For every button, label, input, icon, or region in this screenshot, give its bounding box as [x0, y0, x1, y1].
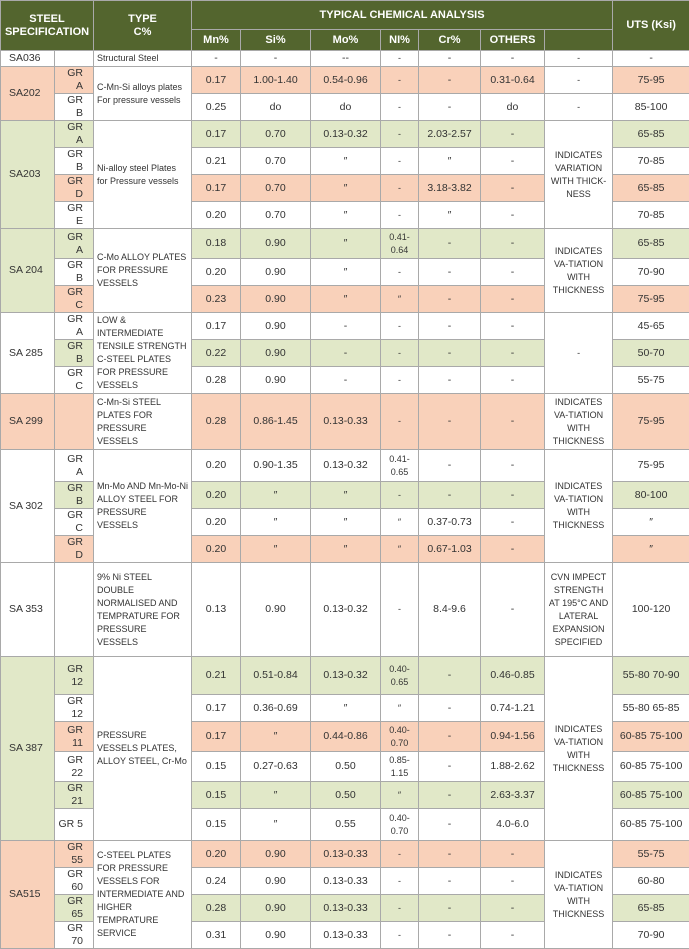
cell-note: - [545, 67, 613, 94]
cell-grade: GR 55 [55, 841, 94, 868]
cell-uts: 60-85 75-100 [613, 809, 689, 841]
cell-si: 1.00-1.40 [241, 67, 311, 94]
cell-cr: - [419, 367, 481, 394]
table-row [1, 657, 689, 695]
cell-si: 0.27-0.63 [241, 752, 311, 782]
cell-mn: 0.20 [192, 841, 241, 868]
cell-cr: ″ [419, 202, 481, 229]
cell-mn: 0.15 [192, 809, 241, 841]
cell-mn: 0.24 [192, 868, 241, 895]
cell-others: - [481, 895, 545, 922]
cell-ni: 0.41-0.65 [381, 450, 419, 482]
header-si: Si% [241, 30, 311, 51]
cell-spec: SA 299 [1, 394, 55, 450]
cell-ni: - [381, 121, 419, 148]
cell-others: - [481, 482, 545, 509]
cell-ni: - [381, 367, 419, 394]
cell-others: - [481, 563, 545, 657]
cell-grade: GR A [55, 67, 94, 94]
cell-ni: - [381, 895, 419, 922]
cell-others: - [481, 51, 545, 67]
cell-si: 0.90 [241, 841, 311, 868]
cell-mo: -- [311, 51, 381, 67]
cell-mo: ″ [311, 286, 381, 313]
cell-spec: SA 302 [1, 450, 55, 563]
table-row [1, 313, 689, 340]
cell-si: 0.70 [241, 148, 311, 175]
cell-grade: GR B [55, 259, 94, 286]
header-mn: Mn% [192, 30, 241, 51]
cell-si: 0.90 [241, 895, 311, 922]
cell-uts: 70-90 [613, 259, 689, 286]
cell-mn: 0.28 [192, 367, 241, 394]
cell-note: CVN IMPECT STRENGTH AT 195°C AND LATERAL EXPANSION SPECIFIED [545, 563, 613, 657]
cell-grade: GR 65 [55, 895, 94, 922]
cell-uts: 70-85 [613, 148, 689, 175]
cell-uts: 55-80 65-85 [613, 695, 689, 722]
cell-mn: 0.25 [192, 94, 241, 121]
cell-mn: 0.17 [192, 67, 241, 94]
cell-mn: 0.22 [192, 340, 241, 367]
cell-uts: ″ [613, 509, 689, 536]
cell-mn: 0.15 [192, 752, 241, 782]
cell-others: - [481, 367, 545, 394]
cell-ni: 0.40-0.70 [381, 809, 419, 841]
cell-mn: 0.20 [192, 536, 241, 563]
cell-mo: 0.13-0.32 [311, 563, 381, 657]
cell-mo: 0.54-0.96 [311, 67, 381, 94]
table-row [1, 450, 689, 482]
cell-mn: 0.21 [192, 148, 241, 175]
cell-others: - [481, 259, 545, 286]
cell-ni: ″ [381, 509, 419, 536]
cell-note: INDICATES VA-TIATION WITH THICKNESS [545, 394, 613, 450]
cell-grade: GR A [55, 121, 94, 148]
cell-si: ″ [241, 482, 311, 509]
cell-mo: 0.44-0.86 [311, 722, 381, 752]
cell-mo: 0.13-0.33 [311, 394, 381, 450]
cell-desc: LOW & INTERMEDIATE TENSILE STRENGTH C-STEEL PLATES FOR PRESSURE VESSELS [94, 313, 192, 394]
cell-mo: 0.13-0.32 [311, 450, 381, 482]
cell-uts: 100-120 [613, 563, 689, 657]
cell-mo: - [311, 340, 381, 367]
cell-others: - [481, 229, 545, 259]
cell-grade [55, 51, 94, 67]
cell-ni: ″ [381, 286, 419, 313]
cell-mn: 0.18 [192, 229, 241, 259]
cell-uts: 85-100 [613, 94, 689, 121]
cell-ni: - [381, 340, 419, 367]
cell-uts: 60-85 75-100 [613, 722, 689, 752]
cell-mn: 0.20 [192, 509, 241, 536]
cell-others: - [481, 450, 545, 482]
cell-spec: SA203 [1, 121, 55, 229]
cell-grade: GR B [55, 340, 94, 367]
header-ni: NI% [381, 30, 419, 51]
cell-cr: - [419, 752, 481, 782]
cell-ni: ″ [381, 782, 419, 809]
cell-si: 0.90 [241, 259, 311, 286]
cell-spec: SA 387 [1, 657, 55, 841]
cell-ni: - [381, 51, 419, 67]
cell-si: ″ [241, 809, 311, 841]
cell-others: 0.46-0.85 [481, 657, 545, 695]
cell-mo: ″ [311, 175, 381, 202]
cell-mn: 0.17 [192, 175, 241, 202]
cell-desc: PRESSURE VESSELS PLATES, ALLOY STEEL, Cr-Mo [94, 657, 192, 841]
cell-si: ″ [241, 722, 311, 752]
cell-cr: 8.4-9.6 [419, 563, 481, 657]
cell-uts: 65-85 [613, 175, 689, 202]
cell-ni: - [381, 94, 419, 121]
cell-ni: 0.40-0.70 [381, 722, 419, 752]
cell-mn: 0.17 [192, 695, 241, 722]
cell-grade: GR E [55, 202, 94, 229]
cell-spec: SA 353 [1, 563, 55, 657]
cell-uts: 45-65 [613, 313, 689, 340]
cell-cr: - [419, 722, 481, 752]
cell-uts: ″ [613, 536, 689, 563]
cell-uts: 65-85 [613, 121, 689, 148]
cell-uts: 75-95 [613, 286, 689, 313]
cell-others: - [481, 202, 545, 229]
cell-uts: 55-75 [613, 841, 689, 868]
cell-cr: - [419, 51, 481, 67]
table-row [1, 229, 689, 259]
cell-ni: - [381, 563, 419, 657]
cell-mo: - [311, 313, 381, 340]
cell-desc: Mn-Mo AND Mn-Mo-Ni ALLOY STEEL FOR PRESSURE VESSELS [94, 450, 192, 563]
cell-grade [55, 394, 94, 450]
cell-si: 0.86-1.45 [241, 394, 311, 450]
cell-mo: 0.13-0.33 [311, 895, 381, 922]
cell-si: 0.70 [241, 121, 311, 148]
cell-mn: - [192, 51, 241, 67]
cell-ni: - [381, 482, 419, 509]
table-row [1, 841, 689, 868]
cell-cr: 2.03-2.57 [419, 121, 481, 148]
cell-ni: ″ [381, 695, 419, 722]
cell-uts: 75-95 [613, 67, 689, 94]
cell-si: 0.90 [241, 286, 311, 313]
cell-cr: - [419, 782, 481, 809]
cell-mn: 0.23 [192, 286, 241, 313]
cell-si: 0.90 [241, 313, 311, 340]
cell-mn: 0.21 [192, 657, 241, 695]
cell-cr: - [419, 286, 481, 313]
cell-desc: C-STEEL PLATES FOR PRESSURE VESSELS FOR INTERMEDIATE AND HIGHER TEMPRATURE SERVICE [94, 841, 192, 949]
cell-mo: 0.13-0.32 [311, 657, 381, 695]
cell-cr: ″ [419, 148, 481, 175]
cell-cr: - [419, 482, 481, 509]
cell-others: - [481, 394, 545, 450]
cell-spec: SA 204 [1, 229, 55, 313]
cell-mo: 0.50 [311, 782, 381, 809]
cell-others: 0.94-1.56 [481, 722, 545, 752]
cell-note: - [545, 313, 613, 394]
cell-mn: 0.20 [192, 259, 241, 286]
cell-spec: SA515 [1, 841, 55, 949]
cell-uts: 65-85 [613, 229, 689, 259]
cell-grade: GR C [55, 367, 94, 394]
cell-ni: - [381, 67, 419, 94]
cell-mo: ″ [311, 509, 381, 536]
cell-note: INDICATES VA-TIATION WITH THICKNESS [545, 229, 613, 313]
cell-others: - [481, 841, 545, 868]
cell-si: 0.90 [241, 367, 311, 394]
cell-si: 0.90-1.35 [241, 450, 311, 482]
cell-si: do [241, 94, 311, 121]
cell-ni: 0.40-0.65 [381, 657, 419, 695]
cell-desc: C-Mn-Si alloys plates For pressure vessels [94, 67, 192, 121]
cell-grade: GR D [55, 536, 94, 563]
cell-mn: 0.20 [192, 482, 241, 509]
cell-others: - [481, 868, 545, 895]
cell-others: do [481, 94, 545, 121]
cell-note: INDICATES VA-TIATION WITH THICKNESS [545, 657, 613, 841]
cell-others: - [481, 175, 545, 202]
cell-mn: 0.28 [192, 895, 241, 922]
header-mo: Mo% [311, 30, 381, 51]
cell-si: 0.70 [241, 202, 311, 229]
cell-si: ″ [241, 509, 311, 536]
cell-note: - [545, 94, 613, 121]
cell-ni: - [381, 259, 419, 286]
cell-spec: SA 285 [1, 313, 55, 394]
table-row [1, 394, 689, 450]
cell-cr: - [419, 340, 481, 367]
cell-others: - [481, 313, 545, 340]
cell-uts: 75-95 [613, 450, 689, 482]
cell-note: INDICATES VA-TIATION WITH THICKNESS [545, 450, 613, 563]
cell-si: ″ [241, 782, 311, 809]
cell-si: 0.51-0.84 [241, 657, 311, 695]
cell-ni: - [381, 394, 419, 450]
cell-note: INDICATES VARIATION WITH THICK-NESS [545, 121, 613, 229]
cell-si: ″ [241, 536, 311, 563]
table-row [1, 67, 689, 94]
cell-mo: ″ [311, 229, 381, 259]
cell-others: - [481, 148, 545, 175]
cell-desc: 9% Ni STEEL DOUBLE NORMALISED AND TEMPRATURE FOR PRESSURE VESSELS [94, 563, 192, 657]
cell-mo: - [311, 367, 381, 394]
cell-cr: - [419, 259, 481, 286]
cell-si: 0.70 [241, 175, 311, 202]
cell-si: 0.36-0.69 [241, 695, 311, 722]
cell-ni: - [381, 313, 419, 340]
cell-mo: 0.13-0.33 [311, 868, 381, 895]
cell-ni: - [381, 841, 419, 868]
cell-mn: 0.17 [192, 313, 241, 340]
cell-others: 1.88-2.62 [481, 752, 545, 782]
cell-uts: 80-100 [613, 482, 689, 509]
cell-mo: ″ [311, 536, 381, 563]
cell-others: 2.63-3.37 [481, 782, 545, 809]
cell-uts: 55-75 [613, 367, 689, 394]
cell-grade: GR C [55, 286, 94, 313]
cell-mn: 0.28 [192, 394, 241, 450]
cell-cr: 0.67-1.03 [419, 536, 481, 563]
cell-grade: GR A [55, 229, 94, 259]
cell-ni: - [381, 868, 419, 895]
cell-others: - [481, 922, 545, 949]
cell-si: 0.90 [241, 922, 311, 949]
cell-si: 0.90 [241, 229, 311, 259]
cell-mn: 0.15 [192, 782, 241, 809]
cell-mo: 0.13-0.32 [311, 121, 381, 148]
cell-grade: GR 11 [55, 722, 94, 752]
cell-others: - [481, 340, 545, 367]
cell-uts: 60-85 75-100 [613, 752, 689, 782]
cell-mo: do [311, 94, 381, 121]
cell-grade: GR B [55, 482, 94, 509]
cell-cr: - [419, 809, 481, 841]
cell-mo: ″ [311, 482, 381, 509]
cell-note: INDICATES VA-TIATION WITH THICKNESS [545, 841, 613, 949]
cell-others: 4.0-6.0 [481, 809, 545, 841]
cell-mo: 0.13-0.33 [311, 922, 381, 949]
cell-cr: - [419, 841, 481, 868]
cell-grade: GR B [55, 94, 94, 121]
cell-mn: 0.17 [192, 722, 241, 752]
cell-uts: 50-70 [613, 340, 689, 367]
cell-cr: - [419, 657, 481, 695]
cell-uts: 70-85 [613, 202, 689, 229]
cell-cr: 0.37-0.73 [419, 509, 481, 536]
cell-mo: ″ [311, 202, 381, 229]
cell-grade: GR A [55, 450, 94, 482]
cell-mo: ″ [311, 259, 381, 286]
table-row [1, 563, 689, 657]
cell-others: - [481, 509, 545, 536]
cell-cr: 3.18-3.82 [419, 175, 481, 202]
cell-cr: - [419, 922, 481, 949]
cell-spec: SA202 [1, 67, 55, 121]
cell-ni: - [381, 202, 419, 229]
cell-others: 0.31-0.64 [481, 67, 545, 94]
cell-grade: GR 21 [55, 782, 94, 809]
header-others: OTHERS [481, 30, 545, 51]
cell-cr: - [419, 895, 481, 922]
cell-uts: 75-95 [613, 394, 689, 450]
cell-ni: 0.85-1.15 [381, 752, 419, 782]
cell-ni: 0.41-0.64 [381, 229, 419, 259]
cell-uts: 60-80 [613, 868, 689, 895]
cell-others: - [481, 536, 545, 563]
cell-grade: GR D [55, 175, 94, 202]
cell-si: 0.90 [241, 563, 311, 657]
cell-ni: - [381, 922, 419, 949]
cell-cr: - [419, 94, 481, 121]
cell-mn: 0.13 [192, 563, 241, 657]
cell-ni: ″ [381, 536, 419, 563]
cell-uts: 65-85 [613, 895, 689, 922]
cell-uts: 70-90 [613, 922, 689, 949]
cell-mo: ″ [311, 148, 381, 175]
cell-grade: GR C [55, 509, 94, 536]
cell-uts: 60-85 75-100 [613, 782, 689, 809]
cell-grade: GR A [55, 313, 94, 340]
cell-uts: 55-80 70-90 [613, 657, 689, 695]
cell-mn: 0.20 [192, 202, 241, 229]
cell-others: 0.74-1.21 [481, 695, 545, 722]
cell-grade: GR 70 [55, 922, 94, 949]
cell-grade: GR B [55, 148, 94, 175]
cell-cr: - [419, 868, 481, 895]
cell-cr: - [419, 229, 481, 259]
cell-si: 0.90 [241, 340, 311, 367]
cell-mo: ″ [311, 695, 381, 722]
header-cr: Cr% [419, 30, 481, 51]
cell-grade: GR 5 [55, 809, 94, 841]
cell-mo: 0.50 [311, 752, 381, 782]
table-row [1, 51, 689, 67]
cell-others: - [481, 121, 545, 148]
cell-cr: - [419, 394, 481, 450]
cell-grade: GR 12 [55, 695, 94, 722]
cell-mn: 0.17 [192, 121, 241, 148]
header-steel-specification: STEEL SPECIFICATION [1, 1, 94, 51]
cell-cr: - [419, 67, 481, 94]
cell-grade [55, 563, 94, 657]
cell-others: - [481, 286, 545, 313]
cell-spec: SA036 [1, 51, 55, 67]
header-typical-chemical-analysis: TYPICAL CHEMICAL ANALYSIS [192, 1, 613, 30]
cell-si: - [241, 51, 311, 67]
table-row [1, 121, 689, 148]
cell-grade: GR 22 [55, 752, 94, 782]
cell-uts: - [613, 51, 689, 67]
cell-cr: - [419, 695, 481, 722]
cell-desc: Structural Steel [94, 51, 192, 67]
cell-cr: - [419, 450, 481, 482]
cell-mo: 0.13-0.33 [311, 841, 381, 868]
header-uts: UTS (Ksi) [613, 1, 689, 51]
cell-desc: C-Mn-Si STEEL PLATES FOR PRESSURE VESSELS [94, 394, 192, 450]
header-notes [545, 30, 613, 51]
cell-note: - [545, 51, 613, 67]
cell-grade: GR 60 [55, 868, 94, 895]
cell-ni: - [381, 148, 419, 175]
cell-mn: 0.20 [192, 450, 241, 482]
cell-desc: C-Mo ALLOY PLATES FOR PRESSURE VESSELS [94, 229, 192, 313]
cell-mn: 0.31 [192, 922, 241, 949]
cell-desc: Ni-alloy steel Plates for Pressure vessels [94, 121, 192, 229]
table-body [1, 51, 689, 949]
cell-si: 0.90 [241, 868, 311, 895]
cell-cr: - [419, 313, 481, 340]
cell-mo: 0.55 [311, 809, 381, 841]
cell-ni: - [381, 175, 419, 202]
header-type: TYPE C% [94, 1, 192, 51]
cell-grade: GR 12 [55, 657, 94, 695]
